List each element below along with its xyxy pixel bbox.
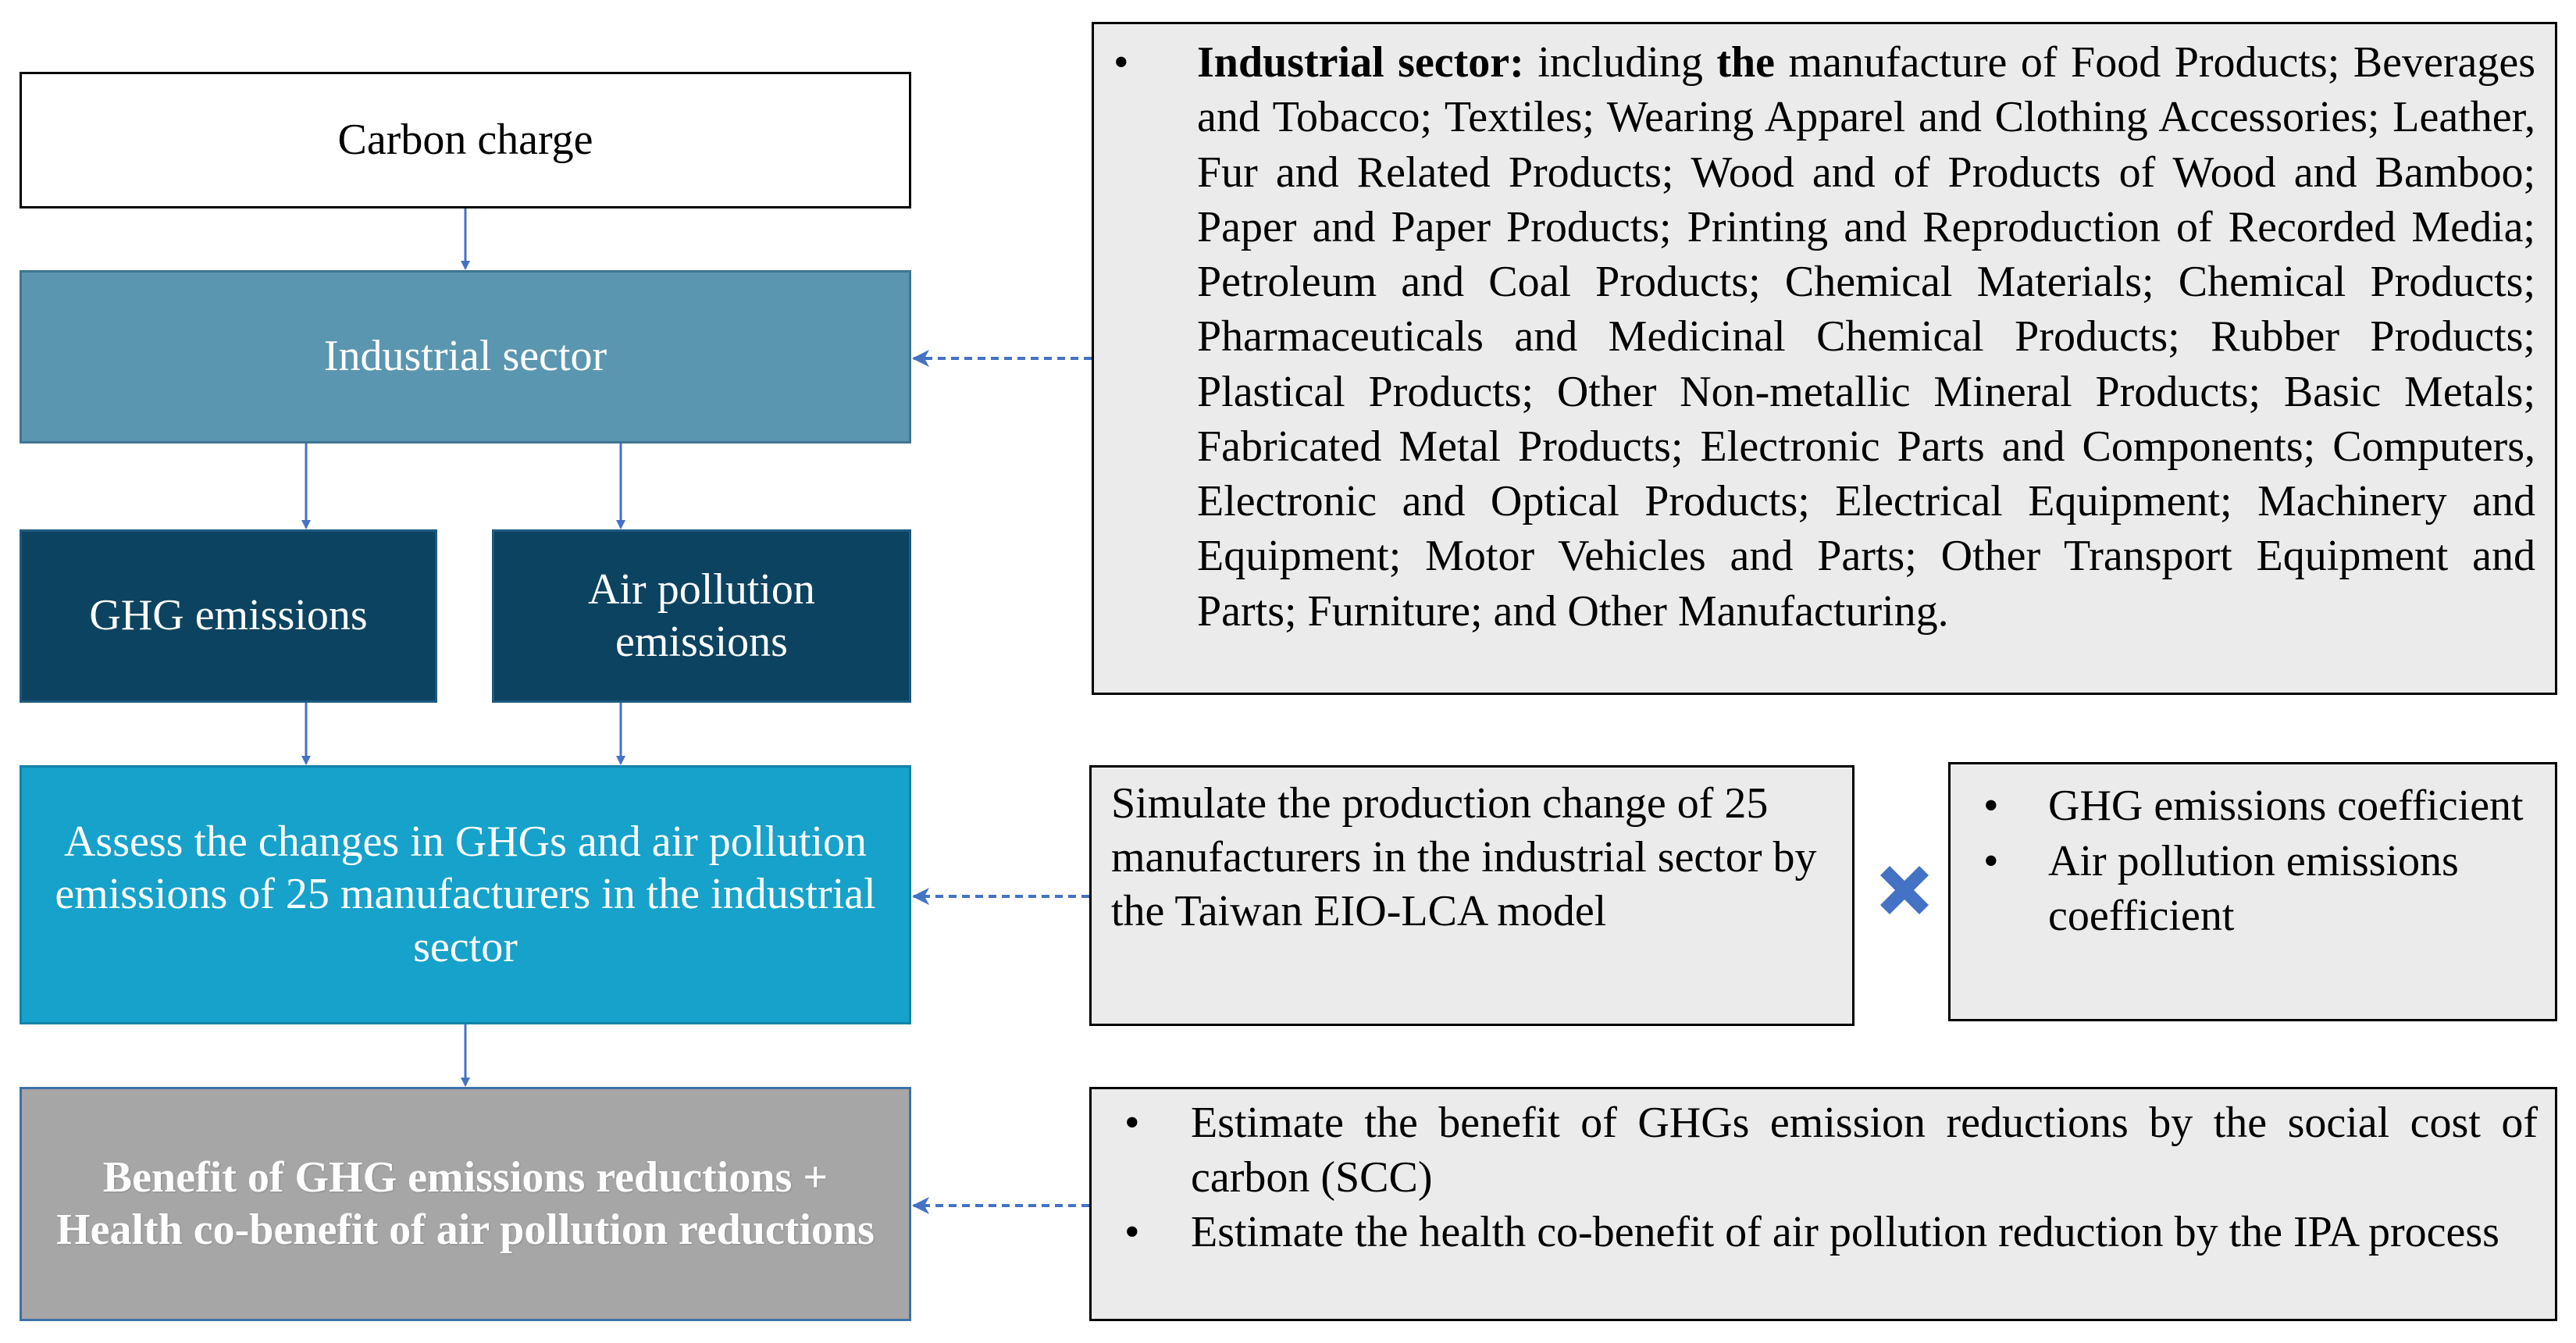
benefit-label: Benefit of GHG emissions reductions + Health co-benefit of air pollution reductions (56, 1152, 875, 1254)
bullet-icon: • (1983, 836, 1999, 885)
air-pollution-emissions-label: Air pollution emissions (588, 565, 815, 666)
sector-heading: Industrial sector: (1197, 38, 1524, 87)
assess-changes-label: Assess the changes in GHGs and air pollution emissions of 25 manufacturers in the industrial sector (55, 818, 876, 971)
bullet-icon: • (1124, 1099, 1140, 1147)
ghg-emissions-label: GHG emissions (89, 591, 368, 640)
bullet-icon: • (1124, 1208, 1140, 1256)
simulate-text: Simulate the production change of 25 manufacturers in the industrial sector by the Taiwan EIO-LCA model (1111, 779, 1817, 935)
sector-intro-word: including (1537, 38, 1703, 87)
estimate-text: Estimate the health co-benefit of air pollution reduction by the IPA process (1191, 1208, 2499, 1256)
sector-bold-word: the (1716, 38, 1776, 87)
bullet-icon: • (1983, 782, 1999, 830)
coefficient-text: GHG emissions coefficient (2048, 782, 2524, 830)
estimate-text: Estimate the benefit of GHGs emission reductions by the social cost of carbon (SCC) (1191, 1099, 2538, 1202)
coefficient-text: Air pollution emissions coefficient (2048, 836, 2459, 941)
carbon-charge-label: Carbon charge (337, 115, 593, 164)
sector-body-text: manufacture of Food Products; Beverages and Tobacco; Textiles; Wearing Apparel and Clothing Accessories; Leather, Fur and Related Products; Wood and of Products of Wood and Bamboo; Paper and Paper Products; Printing and Reproduction of Recorded Media; Petroleum and Coal Products; Chemical Materials; Chemical Products; Pharmaceuticals and Medicinal Chemical Products; Rubber Products; Plastical Products; Other Non-metallic Mineral Products; Basic Metals; Fabricated Metal Products; Electronic Parts and Components; Computers, Electronic and Optical Products; Electrical Equipment; Machinery and Equipment; Motor Vehicles and Parts; Other Transport Equipment and Parts; Furniture; and Other Manufacturing. (1197, 38, 2536, 636)
industrial-sector-label: Industrial sector (323, 332, 607, 381)
bullet-icon: • (1113, 38, 1129, 87)
